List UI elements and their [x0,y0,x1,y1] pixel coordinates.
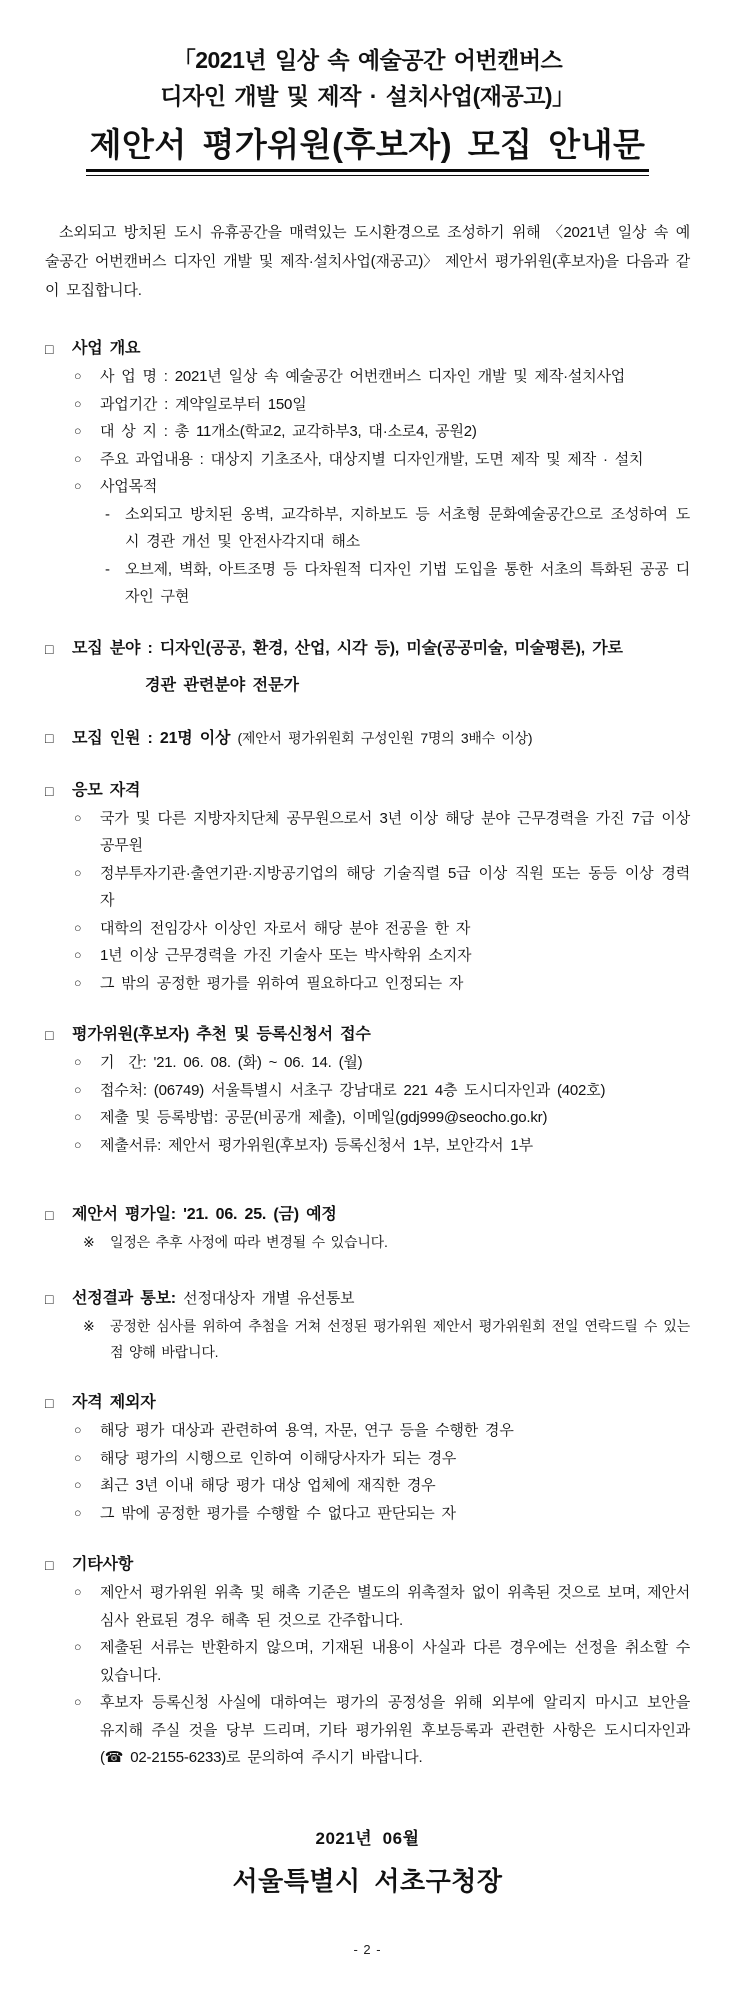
document-subtitle-line2 [45,78,690,114]
sub-list-item [45,501,690,556]
signature-line: 서울특별시 서초구청장 [232,1865,503,1896]
list-item [45,1634,697,1689]
circle-bullet-icon: ○ [74,1137,82,1152]
subtitle-text: 「2021년 일상 속 예술공간 어번캔버스 [172,47,563,73]
note-text: 공정한 심사를 위하여 추첨을 거쳐 선정된 평가위원 제안서 평가위원회 전일 연락드릴 수 있는 점 양해 바랍니다. [110,1318,696,1361]
list-item-text: 정부투자기관·출연기관·지방공기업의 해당 기술직렬 5급 이상 직원 또는 동등 이상 경력자 [100,864,690,910]
list-item-text: 제안서 평가위원 위촉 및 해촉 기준은 별도의 위촉절차 없이 위촉된 것으로 보며, 제안서 심사 완료된 경우 해촉 된 것으로 간주합니다. [100,1584,697,1629]
section-project-overview [45,335,690,611]
circle-bullet-icon: ○ [74,975,82,990]
list-item [45,1500,690,1528]
square-bullet-icon: □ [45,1291,54,1308]
section-heading [45,1389,690,1417]
square-bullet-icon: □ [45,1207,54,1224]
section-recruit-field [45,635,690,700]
square-bullet-icon: □ [45,1557,54,1574]
circle-bullet-icon: ○ [74,1585,82,1600]
circle-bullet-icon: ○ [74,1055,82,1070]
list-item [45,1689,697,1772]
sub-list-item [45,556,690,611]
circle-bullet-icon: ○ [74,1082,82,1097]
square-bullet-icon: □ [45,729,54,746]
application-method: 제출 및 등록방법: 공문(비공개 제출), 이메일(gdj999@seocho.go.kr) [100,1109,548,1127]
section-heading-text: 자격 제외자 [72,1394,156,1412]
section-heading [45,1201,690,1229]
list-item [45,942,690,970]
list-item-text: 국가 및 다른 지방자치단체 공무원으로서 3년 이상 해당 분야 근무경력을 가진 7급 이상 공무원 [100,809,697,855]
count-bold-text: 모집 인원 : 21명 이상 [72,729,238,747]
list-item [45,1049,690,1077]
section-heading [45,335,690,363]
page-title-wrap [45,124,690,172]
intro-paragraph: 소외되고 방치된 도시 유휴공간을 매력있는 도시환경으로 조성하기 위해 〈2021년 일상 속 예술공간 어번캔버스 디자인 개발 및 제작·설치사업(재공고)〉 제안서 평가위원(후보자)을 다음과 같이 모집합니다. [45,224,690,300]
list-item-text: 대학의 전임강사 이상인 자로서 해당 분야 전공을 한 자 [100,919,471,937]
section-heading-text: 사업 개요 [72,340,141,358]
list-item-text: 사업목적 [100,478,158,496]
list-item-text: 사 업 명 : 2021년 일상 속 예술공간 어번캔버스 디자인 개발 및 제작·설치사업 [100,368,626,386]
application-address: 접수처: (06749) 서울특별시 서초구 강남대로 221 4층 도시디자인과 (402호) [100,1081,606,1099]
section-heading [45,1021,690,1049]
section-recruit-count [45,724,690,753]
section-heading-text: 모집 분야 : 디자인(공공, 환경, 산업, 시각 등), 미술(공공미술, 미술평론), 가로 [72,639,623,657]
reference-mark-icon: ※ [83,1318,95,1335]
list-item-text: 그 밖에 공정한 평가를 수행할 수 없다고 판단되는 자 [100,1504,456,1522]
page-number: - 2 - [353,1941,382,1957]
section-heading-text [72,1285,354,1313]
sub-list-item-text: 오브제, 벽화, 아트조명 등 다차원적 디자인 기법 도입을 통한 서초의 특화된 공공 디자인 구현 [125,560,690,606]
square-bullet-icon: □ [45,1027,54,1044]
application-documents: 제출서류: 제안서 평가위원(후보자) 등록신청서 1부, 보안각서 1부 [100,1136,533,1154]
circle-bullet-icon: ○ [74,1450,82,1465]
circle-bullet-icon: ○ [74,1505,82,1520]
list-item-text: 해당 평가의 시행으로 인하여 이해당사자가 되는 경우 [100,1449,457,1467]
list-item-text: 1년 이상 근무경력을 가진 기술사 또는 박사학위 소지자 [100,947,472,965]
section-heading [45,635,690,663]
circle-bullet-icon: ○ [74,920,82,935]
circle-bullet-icon: ○ [74,1695,82,1710]
circle-bullet-icon: ○ [74,1110,82,1125]
subtitle-text: 디자인 개발 및 제작 · 설치사업(재공고)」 [160,83,575,109]
list-item-text: 그 밖의 공정한 평가를 위하여 필요하다고 인정되는 자 [100,974,464,992]
date-line: 2021년 06월 [315,1828,420,1848]
note-item [45,1229,690,1255]
application-period: 기 간: '21. 06. 08. (화) ~ 06. 14. (월) [100,1054,363,1072]
note-text: 일정은 추후 사정에 따라 변경될 수 있습니다. [110,1234,388,1251]
list-item-text: 주요 과업내용 : 대상지 기초조사, 대상지별 디자인개발, 도면 제작 및 제작 · 설치 [100,450,644,468]
list-item [45,1579,697,1634]
section-heading [45,724,690,753]
contact-info-text: 후보자 등록신청 사실에 대하여는 평가의 공정성을 위해 외부에 알리지 마시고 보안을 유지해 주실 것을 당부 드리며, 기타 평가위원 후보등록과 관련한 사항은 도시디자인과(☎ 02-2155-6233)로 문의하여 주시기 바랍니다. [100,1694,697,1767]
circle-bullet-icon: ○ [74,948,82,963]
list-item [45,1132,690,1160]
square-bullet-icon: □ [45,1395,54,1412]
square-bullet-icon: □ [45,640,54,657]
section-heading-text: 기타사항 [72,1556,134,1574]
list-item-text: 대 상 지 : 총 11개소(학교2, 교각하부3, 대·소로4, 공원2) [100,423,477,441]
sub-list-item-text: 소외되고 방치된 옹벽, 교각하부, 지하보도 등 서초형 문화예술공간으로 조성하여 도시 경관 개선 및 안전사각지대 해소 [125,505,690,551]
list-item-text: 과업기간 : 계약일로부터 150일 [100,395,307,413]
section-etc [45,1551,697,1772]
list-item [45,391,690,419]
section-result-notice [45,1285,696,1365]
section-evaluation-date [45,1201,690,1255]
square-bullet-icon: □ [45,782,54,799]
list-item [45,473,690,501]
dash-bullet-icon: - [105,560,110,578]
section-heading-text: 평가위원(후보자) 추천 및 등록신청서 접수 [72,1026,371,1044]
section-heading [45,777,690,805]
list-item [45,915,690,943]
list-item [45,1077,690,1105]
count-note-text: (제안서 평가위원회 구성인원 7명의 3배수 이상) [237,729,533,746]
list-item [45,1445,690,1473]
section-heading-text [72,724,532,753]
dash-bullet-icon: - [105,505,110,523]
list-item-text: 최근 3년 이내 해당 평가 대상 업체에 재직한 경우 [100,1477,436,1495]
section-heading [45,1285,690,1313]
list-item [45,1104,690,1132]
circle-bullet-icon: ○ [74,424,82,439]
circle-bullet-icon: ○ [74,865,82,880]
circle-bullet-icon: ○ [74,1423,82,1438]
section-eligibility [45,777,697,998]
list-item [45,446,690,474]
square-bullet-icon: □ [45,341,54,358]
circle-bullet-icon: ○ [74,810,82,825]
circle-bullet-icon: ○ [74,451,82,466]
page-title: 제안서 평가위원(후보자) 모집 안내문 [86,124,650,172]
document-header [45,42,690,172]
list-item [45,1417,690,1445]
list-item [45,860,690,915]
circle-bullet-icon: ○ [74,369,82,384]
result-heading-bold: 선정결과 통보: [72,1290,184,1308]
circle-bullet-icon: ○ [74,1640,82,1655]
list-item [45,805,697,860]
section-disqualification [45,1389,690,1527]
result-heading-normal: 선정대상자 개별 유선통보 [183,1290,355,1308]
list-item [45,418,690,446]
list-item-text: 해당 평가 대상과 관련하여 용역, 자문, 연구 등을 수행한 경우 [100,1422,514,1440]
section-heading [45,1551,690,1579]
list-item-text: 제출된 서류는 반환하지 않으며, 기재된 내용이 사실과 다른 경우에는 선정을 취소할 수 있습니다. [100,1639,697,1684]
section-application [45,1021,690,1159]
document-subtitle-line1 [45,42,690,78]
list-item [45,363,690,391]
note-item [45,1313,696,1365]
reference-mark-icon: ※ [83,1234,95,1251]
section-heading-text: 제안서 평가일: '21. 06. 25. (금) 예정 [72,1206,337,1224]
list-item [45,970,690,998]
list-item [45,1472,690,1500]
section-heading-text: 응모 자격 [72,781,141,799]
section-heading-continuation: 경관 관련분야 전문가 [145,676,299,694]
circle-bullet-icon: ○ [74,396,82,411]
circle-bullet-icon: ○ [74,479,82,494]
circle-bullet-icon: ○ [74,1478,82,1493]
